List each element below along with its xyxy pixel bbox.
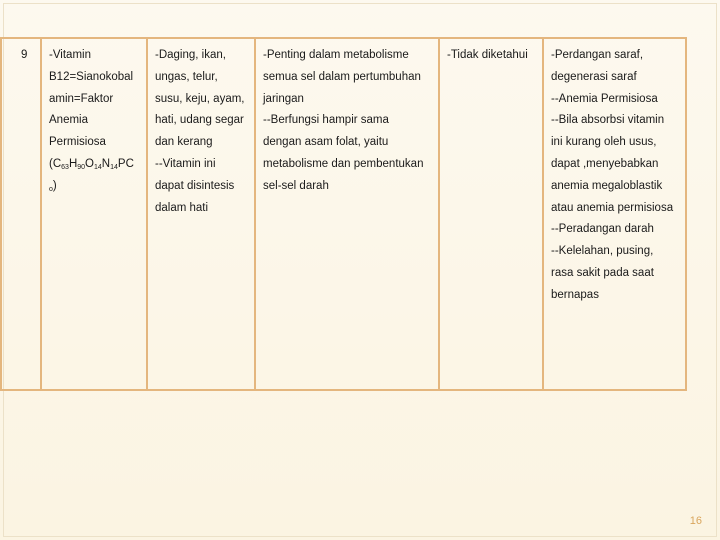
deficiency-line: degenerasi saraf [551,70,637,83]
food-source-cell [147,38,255,390]
deficiency-line: --Anemia Permisiosa [551,92,658,105]
function-line: dengan asam folat, yaitu [263,136,389,149]
function-line: semua sel dalam pertumbuhan [263,70,421,83]
source-line: dalam hati [155,201,209,214]
deficiency-line: --Peradangan darah [551,223,654,236]
function-line: -Penting dalam metabolisme [263,49,409,61]
source-line: -Daging, ikan, [155,49,226,61]
source-line: hati, udang segar [155,114,244,127]
deficiency-cell [543,38,686,390]
name-line: Permisiosa [49,136,106,149]
chemical-formula: ($C_{63}H_{90}O_{14}N_{14}PC$ [49,157,134,171]
deficiency-line: anemia megaloblastik [551,179,663,192]
function-line: sel-sel darah [263,179,329,192]
function-line: --Berfungsi hampir sama [263,114,389,127]
name-line: amin=Faktor [49,92,114,105]
deficiency-line: ini kurang oleh usus, [551,136,657,149]
source-line: --Vitamin ini [155,157,216,170]
deficiency-line: bernapas [551,288,599,301]
deficiency-line: --Bila absorbsi vitamin [551,114,665,127]
function-line: metabolisme dan pembentukan [263,157,424,170]
source-line: susu, keju, ayam, [155,92,245,105]
deficiency-line: atau anemia permisiosa [551,201,674,214]
deficiency-line: dapat ,menyebabkan [551,157,659,170]
deficiency-line: -Perdangan saraf, [551,49,644,61]
function-line: jaringan [263,92,304,105]
requirement-cell [439,38,543,390]
name-line: B12=Sianokobal [49,70,134,83]
function-cell [255,38,439,390]
name-line: Anemia [49,114,88,127]
nutrient-table [0,37,687,391]
source-line: dapat disintesis [155,179,235,192]
source-line: dan kerang [155,136,213,149]
deficiency-line: rasa sakit pada saat [551,266,654,279]
nutrient-name-cell [41,38,147,390]
table-row [1,38,686,390]
chemical-formula-end: $_o$) [49,179,57,193]
deficiency-line: --Kelelahan, pusing, [551,245,654,258]
requirement-line: -Tidak diketahui [447,49,528,61]
source-line: ungas, telur, [155,70,218,83]
page-number: 16 [689,515,702,527]
row-number-cell [1,38,41,390]
name-line: -Vitamin [49,49,91,61]
row-number: 9 [21,49,28,61]
